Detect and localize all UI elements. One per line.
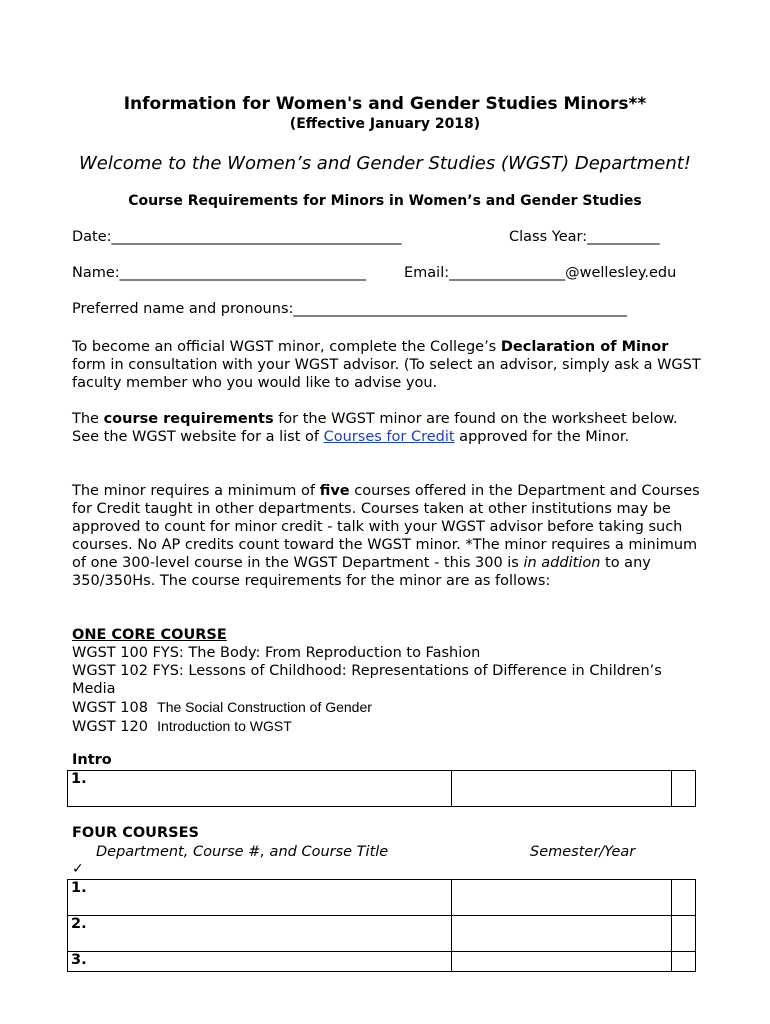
table-row [68,916,696,952]
semester-cell[interactable] [452,880,672,916]
intro-course-cell[interactable]: 1. [68,771,452,807]
course-title: Introduction to WGST [157,718,292,734]
email-field[interactable]: Email:________________@wellesley.edu [404,265,677,281]
course-code: WGST 108 [72,700,148,716]
check-mark-icon: ✓ [72,861,84,877]
course-cell[interactable]: 2. [68,916,452,952]
table-row [68,880,696,916]
course-title: The Social Construction of Gender [157,699,372,715]
course-requirements-text: course requirements [103,411,274,427]
intro-check-cell[interactable] [672,771,696,807]
core-course-heading: ONE CORE COURSE [72,627,227,643]
course-wgst-100: WGST 100 FYS: The Body: From Reproduction to Fashion [72,645,481,661]
minimum-paragraph [72,482,702,590]
course-cell[interactable]: 3. [68,952,452,972]
courses-for-credit-link[interactable]: Courses for Credit [323,429,455,445]
pronouns-field[interactable]: Preferred name and pronouns:______________________________________________ [72,301,627,317]
para2-text-cont: for the WGST minor are found on the worksheet below. See the WGST website for a list of [72,411,678,445]
table-row [68,771,696,807]
intro-semester-cell[interactable] [452,771,672,807]
para2-text-end: approved for the Minor. [454,429,630,445]
four-courses-heading: FOUR COURSES [72,825,199,841]
para3-text-end: to any 350/350Hs. The course requirements for the minor are as follows: [72,555,651,589]
semester-cell[interactable] [452,952,672,972]
check-cell[interactable] [672,880,696,916]
para1-text: To become an official WGST minor, complete the College’s [72,339,501,355]
course-code: WGST 120 [72,719,148,735]
course-column-header: Department, Course #, and Course Title [96,844,389,860]
intro-heading: Intro [72,752,112,768]
document-title: Information for Women's and Gender Studies Minors** [123,94,647,114]
course-cell[interactable]: 1. [68,880,452,916]
class-year-field[interactable]: Class Year:__________ [509,229,660,245]
para2-text: The [72,411,104,427]
welcome-heading: Welcome to the Women’s and Gender Studies (WGST) Department! [78,153,692,174]
effective-date: (Effective January 2018) [289,116,481,132]
para3-text: The minor requires a minimum of [72,483,320,499]
semester-cell[interactable] [452,916,672,952]
declaration-of-minor-text: Declaration of Minor [500,339,669,355]
semester-column-header: Semester/Year [530,844,636,860]
name-field[interactable]: Name:__________________________________ [72,265,367,281]
date-field[interactable]: Date:________________________________________ [72,229,402,245]
course-wgst-102: WGST 102 FYS: Lessons of Childhood: Representations of Difference in Children’s Media [72,663,662,697]
check-cell[interactable] [672,952,696,972]
para1-text-cont: form in consultation with your WGST advisor. (To select an advisor, simply ask a WGST faculty member who you would like to advise you. [72,357,701,391]
check-cell[interactable] [672,916,696,952]
in-addition-text: in addition [523,555,601,571]
para3-text-cont: courses offered in the Department and Courses for Credit taught in other departments. Courses taken at other institutions may be approved to count for minor credit - talk with your WGST advisor before taking such courses. No AP credits count toward the WGST minor. *The minor requires a minimum of one 300-level course in the WGST Department - this 300 is [72,483,700,571]
table-row [68,952,696,972]
course-wgst-108 [72,698,702,717]
four-courses-table [67,879,696,972]
requirements-paragraph [72,410,702,446]
requirements-subtitle: Course Requirements for Minors in Women’s and Gender Studies [128,193,642,209]
core-course-section [72,626,702,736]
declaration-paragraph [72,338,702,392]
intro-table [67,770,696,807]
five-text: five [319,483,350,499]
course-wgst-120 [72,717,702,736]
